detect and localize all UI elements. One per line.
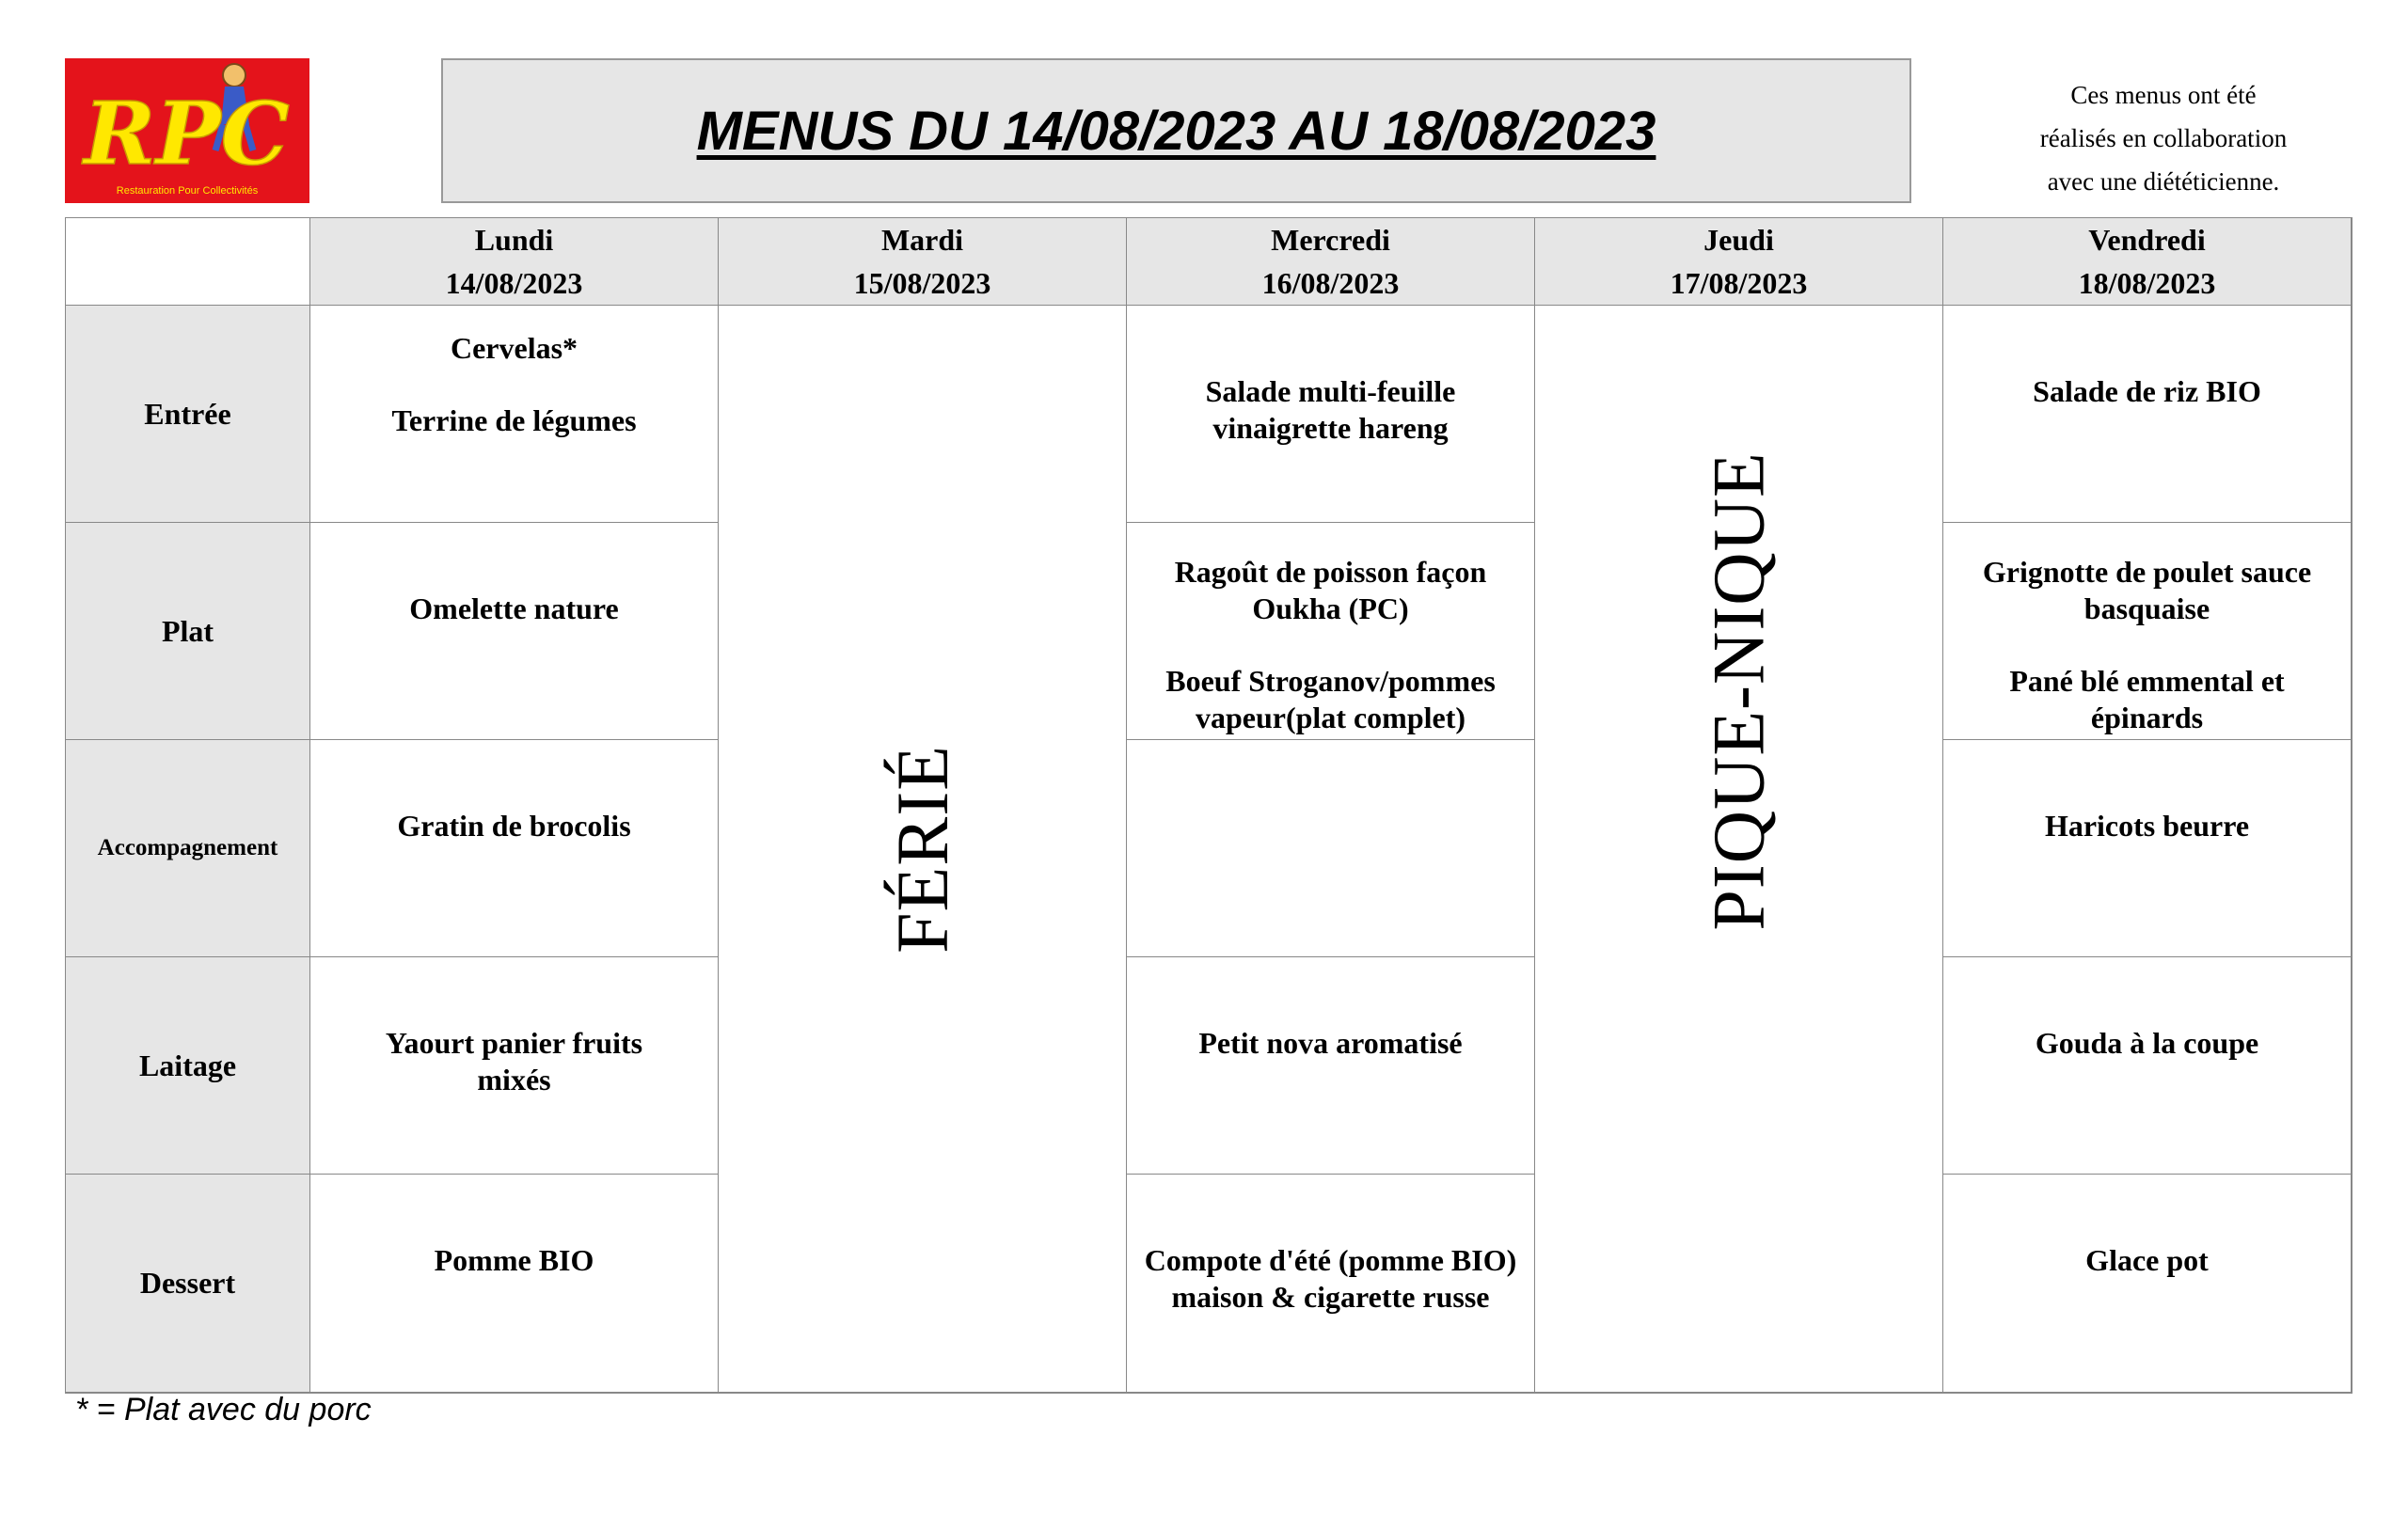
menu-item: Compote d'été (pomme BIO) maison & cigarette russe (1144, 1243, 1517, 1314)
note-line: Ces menus ont été (2070, 81, 2257, 109)
menu-cell-vendredi-accompagnement (1943, 740, 2352, 957)
logo-subtitle: Restauration Pour Collectivités (116, 185, 259, 197)
menu-cell-vendredi-entree (1943, 306, 2352, 523)
menu-item: Yaourt panier fruits mixés (385, 1026, 643, 1096)
day-header-mardi (719, 218, 1127, 306)
menu-item: Ragoût de poisson façon Oukha (PC) (1174, 555, 1487, 625)
menu-cell-vendredi-plat (1943, 523, 2352, 740)
menu-cell-mercredi-plat (1127, 523, 1535, 740)
table-corner (66, 218, 310, 306)
row-label-dessert: Dessert (66, 1175, 310, 1393)
title-banner (441, 58, 1911, 203)
menu-item: Omelette nature (409, 591, 619, 625)
menu-item: Grignotte de poulet sauce basquaise (1982, 555, 2312, 625)
page-title: MENUS DU 14/08/2023 AU 18/08/2023 (696, 100, 1656, 162)
dietitian-note (1956, 73, 2370, 203)
menu-item: Petit nova aromatisé (1198, 1026, 1463, 1060)
day-header-jeudi (1535, 218, 1943, 306)
menu-item: Terrine de légumes (391, 403, 637, 437)
day-name: Mardi (880, 223, 964, 257)
menu-item: Pané blé emmental et épinards (2009, 664, 2285, 734)
menu-cell-vendredi-laitage (1943, 957, 2352, 1175)
day-header-lundi (310, 218, 719, 306)
menu-cell-vendredi-dessert (1943, 1175, 2352, 1393)
menu-cell-lundi-laitage (310, 957, 719, 1175)
day-header-mercredi (1127, 218, 1535, 306)
menu-cell-mardi-holiday (719, 306, 1127, 1393)
menu-item: Gouda à la coupe (2035, 1026, 2259, 1060)
rpc-logo (65, 58, 309, 203)
svg-text:RPC: RPC (84, 83, 290, 184)
menu-cell-lundi-entree (310, 306, 719, 523)
note-line: réalisés en collaboration (2039, 124, 2288, 152)
day-name: Mercredi (1271, 223, 1390, 257)
menu-cell-lundi-dessert (310, 1175, 719, 1393)
rpc-logo-mark (65, 58, 309, 203)
day-date: 16/08/2023 (1261, 266, 1400, 300)
menu-item: Glace pot (2085, 1243, 2209, 1277)
menu-cell-jeudi-picnic (1535, 306, 1943, 1393)
day-header-vendredi (1943, 218, 2352, 306)
menu-cell-mercredi-dessert (1127, 1175, 1535, 1393)
menu-cell-lundi-accompagnement (310, 740, 719, 957)
menu-cell-lundi-plat (310, 523, 719, 740)
day-date: 15/08/2023 (853, 266, 991, 300)
menu-cell-mercredi-entree (1127, 306, 1535, 523)
holiday-label: FÉRIÉ (880, 744, 963, 954)
menu-item: Pomme BIO (434, 1243, 594, 1277)
menu-item: Cervelas* (450, 331, 578, 365)
note-line: avec une diététicienne. (2047, 167, 2280, 196)
day-name: Lundi (474, 223, 554, 257)
menu-cell-mercredi-laitage (1127, 957, 1535, 1175)
menu-item: Salade multi-feuille vinaigrette hareng (1205, 374, 1456, 445)
picnic-label: PIQUE-NIQUE (1697, 451, 1780, 931)
footnote: * = Plat avec du porc (75, 1392, 372, 1427)
row-label-laitage: Laitage (66, 957, 310, 1175)
menu-table (65, 217, 2353, 1394)
day-name: Vendredi (2088, 223, 2206, 257)
menu-item: Haricots beurre (2044, 809, 2250, 843)
row-label-accompagnement: Accompagnement (66, 740, 310, 957)
day-date: 14/08/2023 (445, 266, 583, 300)
menu-item: Salade de riz BIO (2033, 374, 2261, 408)
row-label-plat: Plat (66, 523, 310, 740)
row-label-entree: Entrée (66, 306, 310, 523)
menu-item: Boeuf Stroganov/pommes vapeur(plat complet) (1165, 664, 1496, 734)
day-date: 18/08/2023 (2078, 266, 2216, 300)
menu-cell-mercredi-accompagnement (1127, 740, 1535, 957)
day-date: 17/08/2023 (1670, 266, 1808, 300)
day-name: Jeudi (1703, 223, 1774, 257)
menu-item: Gratin de brocolis (397, 809, 631, 843)
